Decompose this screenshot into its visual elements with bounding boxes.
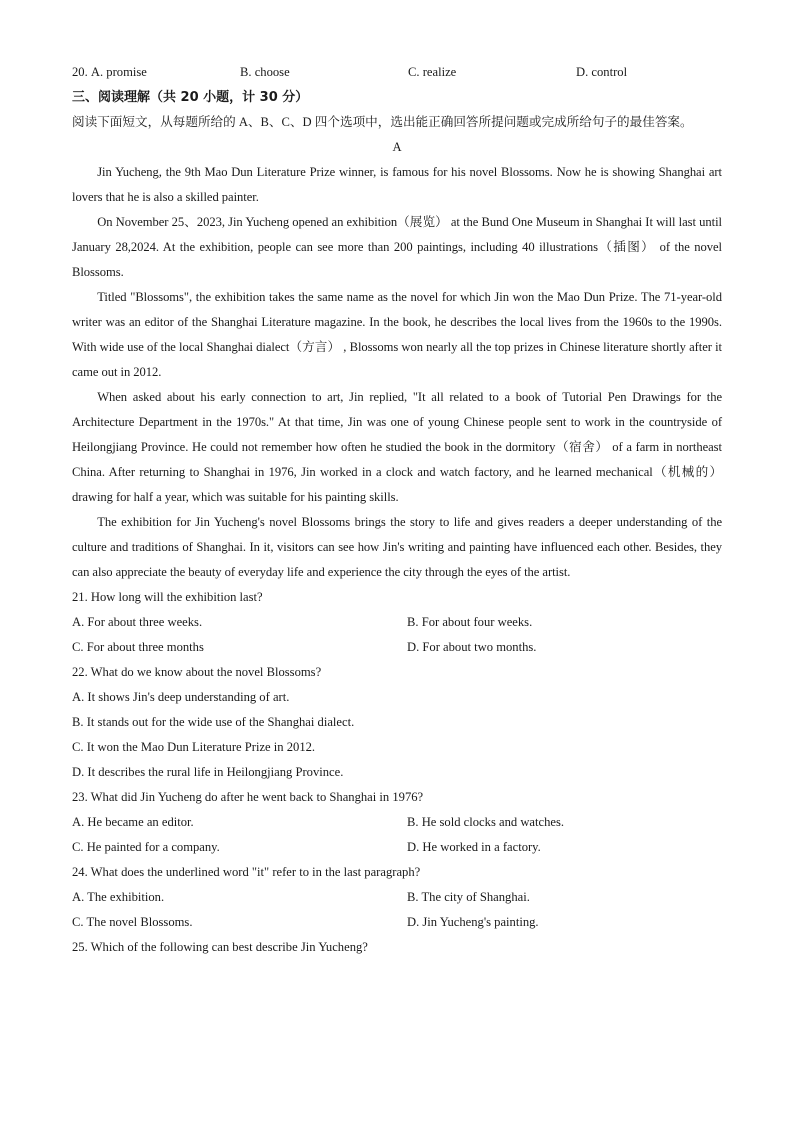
q22-option-a: A. It shows Jin's deep understanding of art.: [72, 690, 290, 704]
q21-option-d: D. For about two months.: [407, 640, 537, 654]
q24-option-a: A. The exhibition.: [72, 890, 165, 904]
q23-option-b: B. He sold clocks and watches.: [407, 815, 565, 829]
question-23-options-row-2: [72, 835, 722, 860]
question-24-options-row-2: [72, 910, 722, 935]
q20-number: 20.: [72, 65, 88, 79]
passage-paragraph-4: When asked about his early connection to art, Jin replied, "It all related to a book of Tutorial Pen Drawings for the Architecture Department in the 1970s." At that time, Jin was one of young Chinese people sent to work in the countryside of Heilongjiang Province. He could not remember how often he studied the book in the dormitory（宿舍） of a farm in northeast China. After returning to Shanghai in 1976, Jin worked in a clock and watch factory, and he learned mechanical（机械的） drawing for half a year, which was suitable for his painting skills.: [72, 390, 722, 504]
question-21-stem: 21. How long will the exhibition last?: [72, 590, 263, 604]
passage-body: [72, 160, 722, 585]
question-20-options: [72, 60, 722, 85]
question-25-stem: 25. Which of the following can best describe Jin Yucheng?: [72, 940, 368, 954]
q21-option-a: A. For about three weeks.: [72, 615, 203, 629]
q20-option-a: [72, 60, 240, 85]
passage-paragraph-1: Jin Yucheng, the 9th Mao Dun Literature Prize winner, is famous for his novel Blossoms. Now he is showing Shanghai art lovers that he is also a skilled painter.: [72, 165, 722, 204]
q20-option-b: B. choose: [240, 65, 290, 79]
q23-option-c: C. He painted for a company.: [72, 840, 220, 854]
q22-option-c: C. It won the Mao Dun Literature Prize in 2012.: [72, 740, 316, 754]
passage-label: A: [392, 140, 402, 154]
q20-option-d: D. control: [576, 65, 628, 79]
q20-option-c: C. realize: [408, 65, 457, 79]
q24-option-d: D. Jin Yucheng's painting.: [407, 915, 539, 929]
exam-page: [72, 60, 722, 960]
paragraph-5-text: The exhibition for Jin Yucheng's novel Blossoms brings the story to life and gives readers a deeper understanding of the culture and traditions of Shanghai. In it, visitors can see how Jin's writing and painting have influenced each other. Besides, they can also appreciate the beauty of everyday life and experience the city through the eyes of the artist.: [72, 515, 722, 579]
question-21-options-row-2: [72, 635, 722, 660]
question-23-stem: 23. What did Jin Yucheng do after he went back to Shanghai in 1976?: [72, 790, 424, 804]
q24-option-c: C. The novel Blossoms.: [72, 915, 193, 929]
q21-option-c: C. For about three months: [72, 640, 204, 654]
q21-option-b: B. For about four weeks.: [407, 615, 533, 629]
question-21-options-row-1: [72, 610, 722, 635]
q24-option-b: B. The city of Shanghai.: [407, 890, 530, 904]
passage-paragraph-5: [72, 510, 722, 585]
question-24-stem: 24. What does the underlined word "it" refer to in the last paragraph?: [72, 865, 421, 879]
q22-option-b: B. It stands out for the wide use of the Shanghai dialect.: [72, 715, 355, 729]
q23-option-a: A. He became an editor.: [72, 815, 194, 829]
passage-paragraph-2: On November 25、2023, Jin Yucheng opened an exhibition（展览） at the Bund One Museum in Shanghai It will last until January 28,2024. At the exhibition, people can see more than 200 paintings, including 40 illustrations（插图） of the novel Blossoms.: [72, 215, 722, 279]
q23-option-d: D. He worked in a factory.: [407, 840, 541, 854]
passage-paragraph-3: Titled "Blossoms", the exhibition takes the same name as the novel for which Jin won the Mao Dun Prize. The 71-year-old writer was an editor of the Shanghai Literature magazine. In the book, he describes the local lives from the 1960s to the 1990s. With wide use of the local Shanghai dialect（方言） , Blossoms won nearly all the top prizes in Chinese literature shortly after it came out in 2012.: [72, 290, 722, 379]
q20-option-a-text: A. promise: [90, 65, 147, 79]
q22-option-d: D. It describes the rural life in Heilongjiang Province.: [72, 765, 344, 779]
question-22-stem: 22. What do we know about the novel Blossoms?: [72, 665, 322, 679]
question-23-options-row-1: [72, 810, 722, 835]
section-instruction: 阅读下面短文，从每题所给的 A、B、C、D 四个选项中，选出能正确回答所提问题或完成所给句子的最佳答案。: [72, 115, 693, 129]
question-24-options-row-1: [72, 885, 722, 910]
section-title: 三、阅读理解（共 20 小题，计 30 分）: [72, 90, 309, 105]
